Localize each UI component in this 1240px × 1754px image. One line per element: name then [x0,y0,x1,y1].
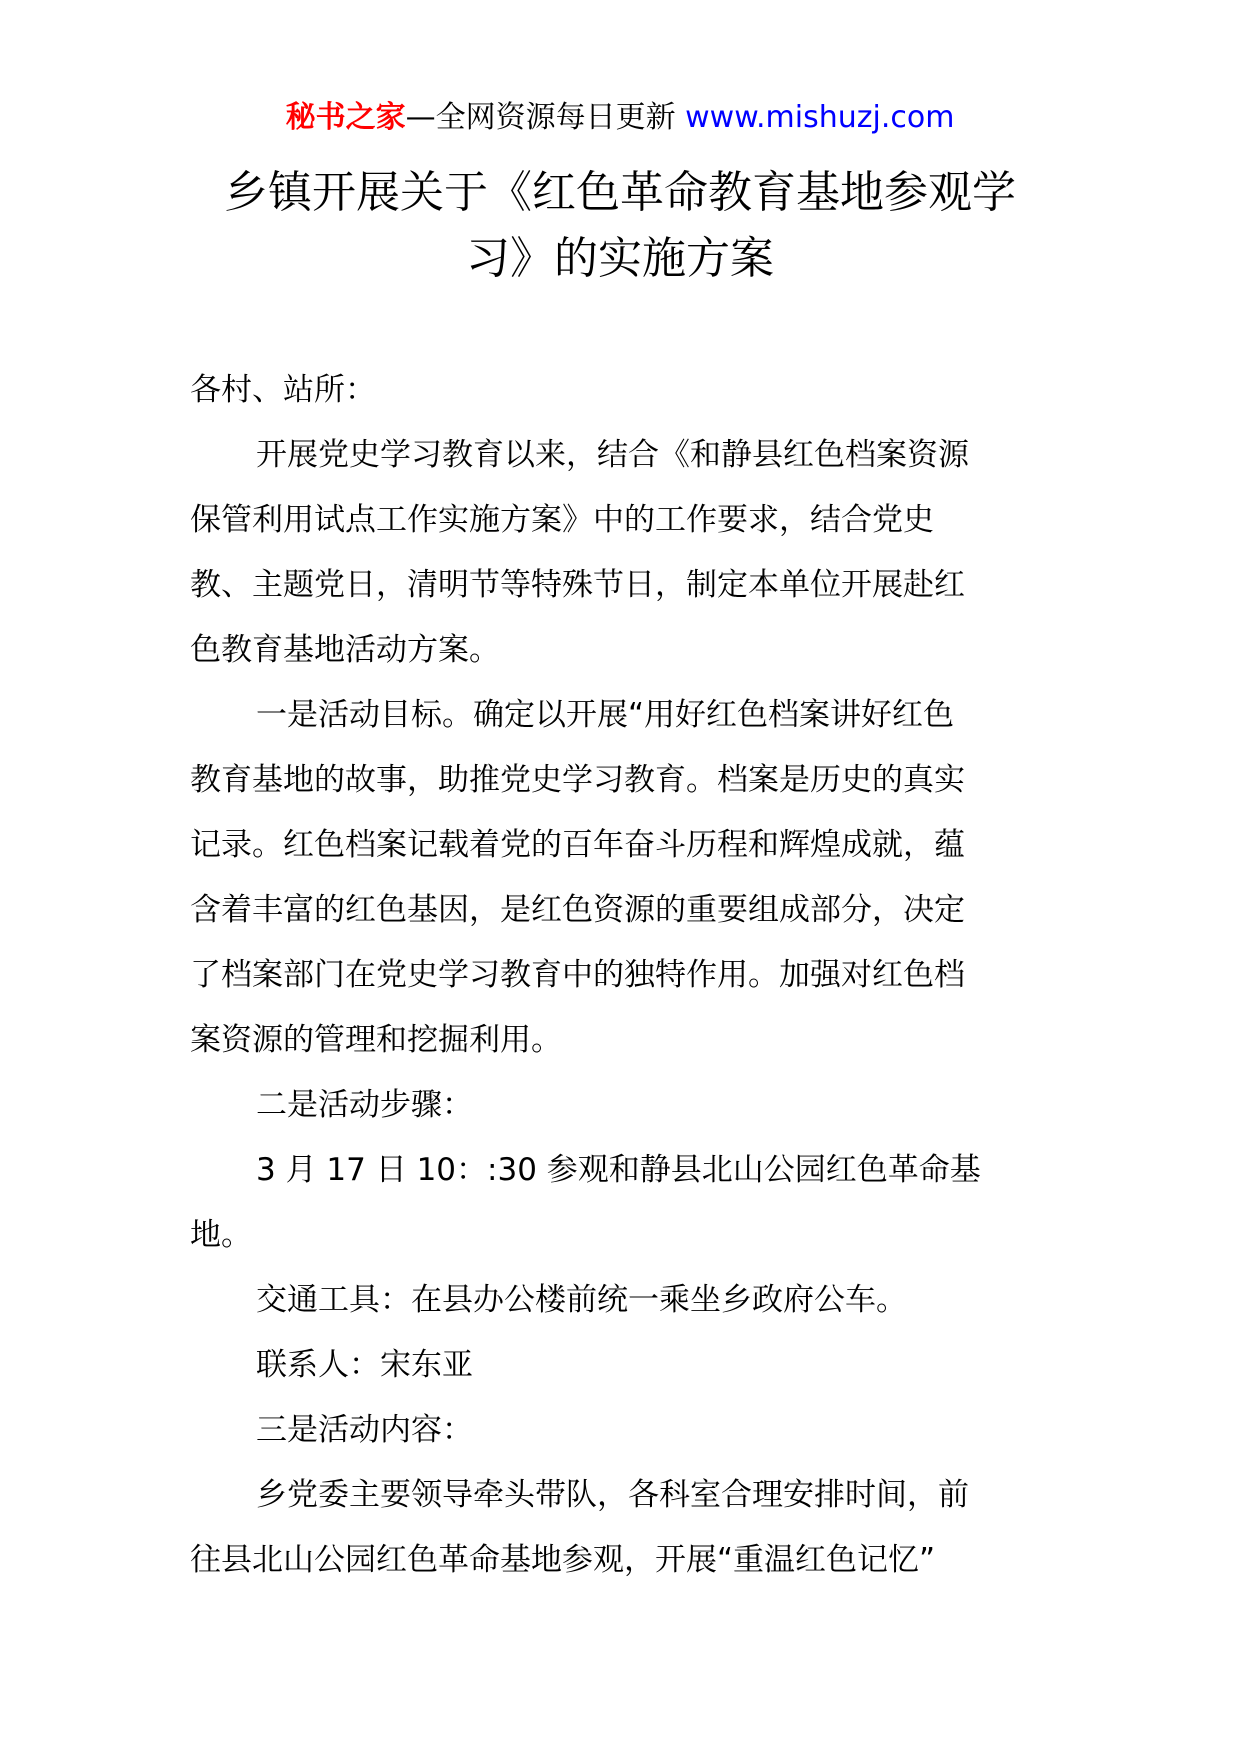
text-line: 含着丰富的红色基因，是红色资源的重要组成部分，决定 [190,892,965,928]
text-line: 一是活动目标。确定以开展“用好红色档案讲好红色 [256,697,955,733]
document-title [200,160,1040,292]
paragraph-goal [190,683,1060,1073]
text-line: 二是活动步骤： [256,1087,473,1123]
paragraph-content [190,1463,1060,1593]
text-line: 了档案部门在党史学习教育中的独特作用。加强对红色档 [190,957,965,993]
text-line: 交通工具：在县办公楼前统一乘坐乡政府公车。 [256,1282,907,1318]
text-line: 开展党史学习教育以来，结合《和静县红色档案资源 [256,437,969,473]
title-line: 习》的实施方案 [466,233,774,284]
document-body [190,358,1060,1593]
paragraph-steps-heading [190,1073,1060,1138]
title-line: 乡镇开展关于《红色革命教育基地参观学 [224,167,1016,218]
site-url-link[interactable]: www.mishuzj.com [685,100,955,135]
salutation: 各村、站所： [190,372,376,408]
paragraph-contact [190,1333,1060,1398]
text-line: 三是活动内容： [256,1412,473,1448]
text-line: 记录。红色档案记载着党的百年奋斗历程和辉煌成就，蕴 [190,827,965,863]
paragraph-transport [190,1268,1060,1333]
text-line: 色教育基地活动方案。 [190,632,500,668]
text-line: 地。 [190,1217,252,1253]
text-line: 3 月 17 日 10：:30 参观和静县北山公园红色革命基 [256,1152,981,1188]
site-brand: 秘书之家 [285,100,406,135]
paragraph-intro [190,423,1060,683]
paragraph-schedule [190,1138,1060,1268]
text-line: 教育基地的故事，助推党史学习教育。档案是历史的真实 [190,762,965,798]
paragraph-content-heading [190,1398,1060,1463]
text-line: 教、主题党日，清明节等特殊节日，制定本单位开展赴红 [190,567,965,603]
text-line: 保管利用试点工作实施方案》中的工作要求，结合党史 [190,502,934,538]
text-line: 乡党委主要领导牵头带队，各科室合理安排时间，前 [256,1477,969,1513]
site-banner [0,98,1240,138]
text-line: 往县北山公园红色革命基地参观，开展“重温红色记忆” [190,1542,936,1578]
text-line: 联系人：宋东亚 [256,1347,473,1383]
site-tagline: —全网资源每日更新 [405,100,676,135]
text-line: 案资源的管理和挖掘利用。 [190,1022,562,1058]
